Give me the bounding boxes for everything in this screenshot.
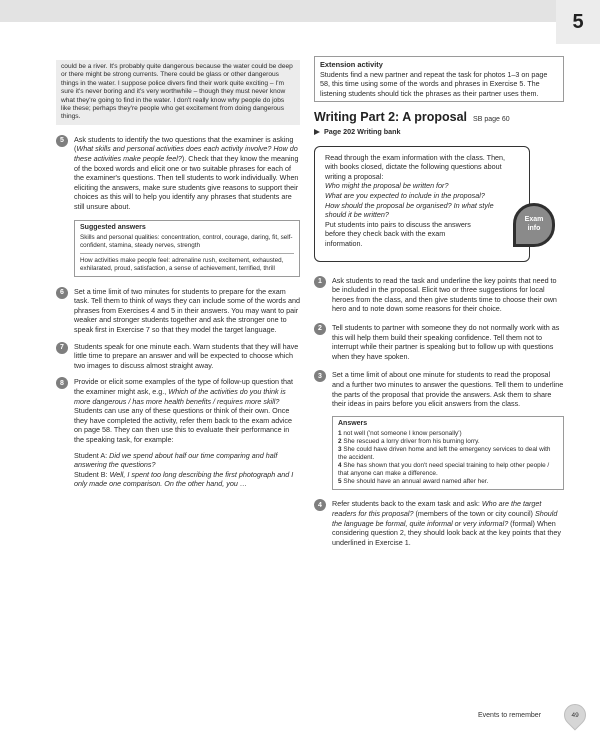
writing-bank-ref: [314, 127, 564, 137]
answer-4: [338, 462, 558, 478]
section-heading: [314, 110, 564, 125]
left-column: [56, 60, 300, 489]
answer-3-text: She could have driven home and left the emergency services to deal with the accident.: [338, 445, 551, 462]
exam-info-pairs: Put students into pairs to discuss the answers before they check back with the exam information.: [325, 219, 471, 248]
suggested-answers-feelings: How activities make people feel: adrenaline rush, excitement, exhausted, exhilarated, proud, satisfaction, a sense of achievement, terrified, thrill: [80, 256, 284, 272]
writing-steps: [314, 276, 564, 548]
top-bar: [0, 0, 600, 22]
step-8-text-a: Provide or elicit some examples of the type of follow-up question that the examiner might ask, e.g.,: [74, 377, 293, 396]
page-number: 49: [571, 711, 579, 719]
writing-step-2: [314, 323, 564, 361]
writing-bank-text: Page 202 Writing bank: [324, 126, 401, 136]
student-a-label: Student A:: [74, 450, 110, 460]
step-4-text-c: (members of the town or city council): [413, 509, 535, 519]
answer-3-number: 3: [338, 445, 342, 453]
answer-2-text: She rescued a lorry driver from his burning lorry.: [343, 437, 480, 445]
step-4-text-a: Refer students back to the exam task and ask:: [332, 499, 482, 509]
answer-5-text: She should have an annual award named after her.: [343, 478, 489, 486]
model-answer-text: could be a river. It's probably quite dangerous because the water could be deep or there might be strong currents. There could be glass or other dangerous things in the water. I suppose police divers find their work quite exciting – I'm sure it's never boring and it's very worthwhile – though they must never know what they're going to find in the water. I don't really know why people do jobs like these; perhaps they're people who get excitement from doing dangerous things.: [61, 63, 293, 121]
step-number-8: 8: [56, 377, 68, 389]
answer-1: [338, 430, 558, 438]
divider: [80, 253, 294, 254]
student-b-line: [74, 470, 300, 489]
exam-info-question-2: [325, 191, 513, 201]
writing-step-1: [314, 276, 564, 314]
answer-4-number: 4: [338, 462, 342, 470]
step-5-text-a: Ask students to identify the two questions that the examiner is asking (: [74, 134, 294, 154]
step-number-6: 6: [56, 287, 68, 299]
step-4-question-2: Should the language be formal, quite informal or very informal?: [332, 509, 558, 528]
footer-section-title: Events to remember: [478, 712, 542, 719]
answer-1-number: 1: [338, 429, 342, 437]
step-5-questions: What skills and personal activities does each activity involve? How do these activities make people feel?: [74, 144, 298, 164]
writing-step-4: [314, 499, 564, 547]
page-number-badge: [559, 699, 590, 730]
student-b-label: Student B:: [74, 469, 110, 479]
step-6: [56, 287, 300, 335]
suggested-answers-title: Suggested answers: [80, 223, 146, 231]
triangle-icon: [314, 129, 320, 135]
exam-info-q3: How should the proposal be organised? In what style should it be written?: [325, 200, 494, 220]
extension-activity-box: [314, 56, 564, 102]
sb-page-ref: SB page 60: [473, 116, 510, 124]
step-7: [56, 342, 300, 371]
answer-5: [338, 478, 558, 486]
writing-step-1-text: Ask students to read the task and underline the key points that need to be included in the proposal. Elicit two or three suggestions for local heroes from the class, and then give students time to choose their own hero and to note down some reasons for their choice.: [332, 275, 557, 314]
step-8-example-questions: Which of the activities do you think is more dangerous / has more health benefits / requires more skill?: [74, 386, 286, 406]
writing-step-number-1: 1: [314, 276, 326, 288]
step-4-text-e: (formal) When considering question 2, they should look back at the key points that they underlined in Exercise 1.: [332, 518, 561, 547]
student-b-text: Well, I spent too long describing the first photograph and I only made one comparison. On the other hand, you …: [74, 469, 294, 489]
exam-info-tab-icon: [513, 203, 555, 247]
step-6-text: Set a time limit of two minutes for students to prepare for the exam task. Tell them to think of ways they can include some of the words and phrases from Exercises 4 and 5 in their answers. You may want to pair weaker and stronger students together and ask the stronger one to speak first in Exercise 7 so that they model the target language.: [74, 286, 300, 334]
right-column: [314, 56, 564, 547]
step-number-7: 7: [56, 342, 68, 354]
student-a-text: Did we spend about half our time comparing and half answering the questions?: [74, 450, 278, 470]
exam-tab-line-1: Exam: [524, 216, 544, 224]
exam-info-box: [314, 146, 544, 262]
step-8-text: [74, 377, 300, 444]
exam-info-tab-label: [525, 216, 544, 233]
step-4-question-1: Who are the target readers for this proposal?: [332, 499, 542, 519]
step-8: [56, 377, 300, 489]
writing-step-4-text: [332, 499, 564, 547]
writing-step-3-text: Set a time limit of about one minute for students to read the proposal and a further two minutes to answer the questions. Tell them to underline the parts of the proposal that provide the answers. Ask them to share their ideas in pairs before you elicit answers from the class.: [332, 370, 564, 409]
step-5-text: [74, 135, 300, 212]
section-title: Writing Part 2: A proposal: [314, 110, 468, 125]
step-5-text-c: ). Check that they know the meaning of the boxed words and elicit one or two suitable phrases for each of the examiner's questions. Then tell students to work individually. When eliciting the answers, make sure students give reasons to support their choices as this will to help you identify any phrases that students are still unsure about.: [74, 154, 299, 211]
extension-activity-text: Students find a new partner and repeat the task for photos 1–3 on page 58, this time using some of the words and phrases in Exercise 5. The listening students should tick the phrases as their partner uses them.: [320, 69, 548, 98]
step-8-text-c: Students can use any of these questions or think of their own. Once they have completed the activity, refer them back to the exam advice on page 58. They can then use this to evaluate their performance in the speaking task, for example:: [74, 406, 292, 444]
writing-step-number-3: 3: [314, 370, 326, 382]
suggested-answers-skills: Skills and personal qualities: concentration, control, courage, daring, fit, self-confident, stamina, steady nerves, strength: [80, 233, 293, 249]
exam-info-intro: Read through the exam information with the class. Then, with books closed, dictate the following questions about writing a proposal:: [325, 152, 506, 181]
step-number-5: 5: [56, 135, 68, 147]
answer-4-text: She has shown that you don't need special training to help other people / that anyone can make a difference.: [338, 462, 550, 478]
writing-step-number-2: 2: [314, 323, 326, 335]
model-answer-box: [56, 60, 300, 125]
exam-info-q2: What are you expected to include in the proposal?: [325, 190, 485, 200]
extension-activity-title: Extension activity: [320, 60, 383, 69]
answers-box: [332, 416, 564, 491]
answer-5-number: 5: [338, 478, 342, 486]
answer-2-number: 2: [338, 437, 342, 445]
unit-number: 5: [572, 10, 584, 33]
exam-info-q1: Who might the proposal be written for?: [325, 181, 449, 191]
student-a-line: [74, 451, 300, 470]
writing-step-3: [314, 370, 564, 408]
step-5: [56, 135, 300, 212]
exam-info-question-1: [325, 181, 513, 191]
answer-2: [338, 438, 558, 446]
exam-tab-line-2: info: [527, 224, 541, 232]
writing-step-2-text: Tell students to partner with someone they do not normally work with as this will help them build their speaking confidence. Tell them not to interrupt while their partner is speaking but to follow up with questions when they have spoken.: [332, 322, 560, 361]
answers-title: Answers: [338, 419, 368, 427]
unit-number-tab: [556, 0, 600, 44]
writing-step-number-4: 4: [314, 499, 326, 511]
answer-1-text: not well ('not someone I know personally'): [343, 429, 462, 437]
answer-3: [338, 446, 558, 462]
suggested-answers-box: [74, 220, 300, 277]
exam-info-question-3: [325, 201, 513, 220]
step-7-text: Students speak for one minute each. Warn students that they will have little time to prepare an answer and will be expected to choose which two images to discuss almost straight away.: [74, 341, 299, 370]
